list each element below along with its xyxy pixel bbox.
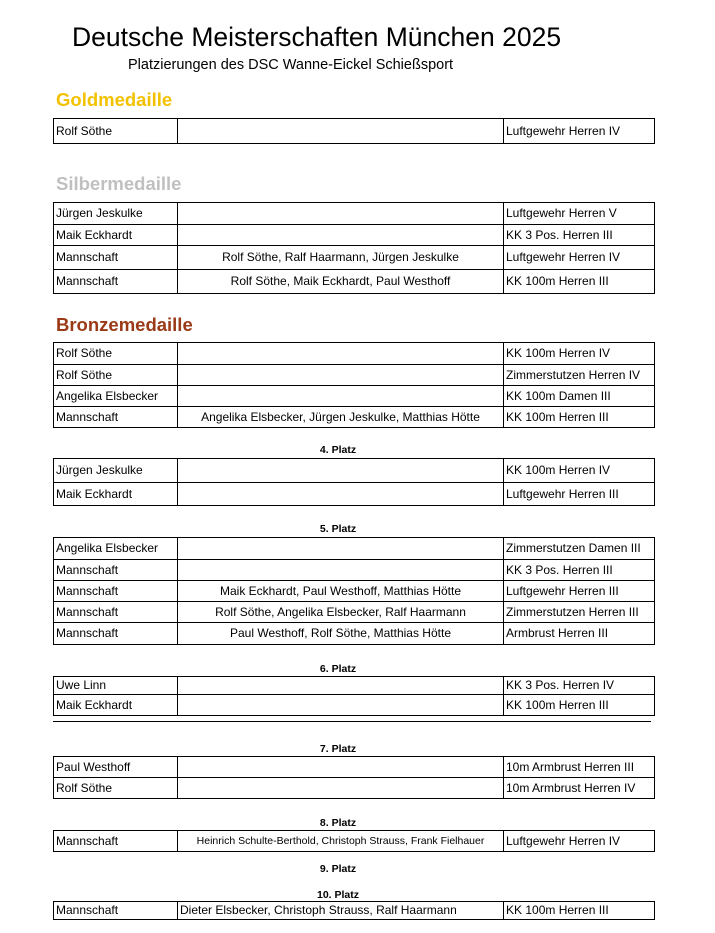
table-row — [54, 203, 655, 225]
place-4-heading: 4. Platz — [319, 444, 357, 456]
discipline: Luftgewehr Herren IV — [504, 246, 655, 270]
team-members — [178, 459, 504, 483]
place-7-heading: 7. Platz — [319, 743, 357, 755]
team-members: Heinrich Schulte-Berthold, Christoph Strauss, Frank Fielhauer — [178, 831, 504, 852]
team-members — [178, 386, 504, 407]
table-row — [54, 538, 655, 560]
table-row — [54, 581, 655, 602]
athlete-name: Jürgen Jeskulke — [54, 203, 178, 225]
place-8-table — [53, 830, 655, 852]
athlete-name: Mannschaft — [54, 246, 178, 270]
athlete-name: Maik Eckhardt — [54, 695, 178, 716]
table-row — [54, 677, 655, 695]
discipline: Zimmerstutzen Herren III — [504, 602, 655, 623]
table-row — [54, 831, 655, 852]
team-members — [178, 695, 504, 716]
gold-table — [53, 118, 655, 144]
team-members — [178, 757, 504, 778]
discipline: KK 100m Herren IV — [504, 459, 655, 483]
table-row — [54, 365, 655, 386]
team-members: Dieter Elsbecker, Christoph Strauss, Ralf Haarmann — [178, 902, 504, 920]
team-members — [178, 778, 504, 799]
discipline: KK 3 Pos. Herren III — [504, 225, 655, 246]
discipline: KK 100m Herren IV — [504, 343, 655, 365]
athlete-name: Angelika Elsbecker — [54, 538, 178, 560]
athlete-name: Mannschaft — [54, 902, 178, 920]
discipline: 10m Armbrust Herren III — [504, 757, 655, 778]
athlete-name: Maik Eckhardt — [54, 225, 178, 246]
discipline: KK 100m Herren III — [504, 270, 655, 294]
discipline: Zimmerstutzen Damen III — [504, 538, 655, 560]
athlete-name: Rolf Söthe — [54, 365, 178, 386]
team-members — [178, 538, 504, 560]
discipline: 10m Armbrust Herren IV — [504, 778, 655, 799]
bronze-heading: Bronzemedaille — [56, 314, 193, 335]
discipline: KK 100m Damen III — [504, 386, 655, 407]
team-members — [178, 203, 504, 225]
team-members — [178, 483, 504, 506]
place-8-heading: 8. Platz — [319, 817, 357, 829]
team-members — [178, 119, 504, 144]
table-row — [54, 270, 655, 294]
table-row — [54, 225, 655, 246]
team-members: Rolf Söthe, Ralf Haarmann, Jürgen Jeskulke — [178, 246, 504, 270]
table-row — [54, 902, 655, 920]
silver-heading: Silbermedaille — [56, 173, 182, 194]
table-row — [54, 407, 655, 428]
discipline: Luftgewehr Herren IV — [504, 831, 655, 852]
team-members: Angelika Elsbecker, Jürgen Jeskulke, Matthias Hötte — [178, 407, 504, 428]
discipline: KK 3 Pos. Herren IV — [504, 677, 655, 695]
athlete-name: Rolf Söthe — [54, 778, 178, 799]
discipline: Luftgewehr Herren V — [504, 203, 655, 225]
place-6-heading: 6. Platz — [319, 663, 357, 675]
silver-table — [53, 202, 655, 294]
athlete-name: Maik Eckhardt — [54, 483, 178, 506]
team-members — [178, 560, 504, 581]
table-row — [54, 119, 655, 144]
table-row — [54, 246, 655, 270]
athlete-name: Mannschaft — [54, 560, 178, 581]
team-members — [178, 365, 504, 386]
athlete-name: Paul Westhoff — [54, 757, 178, 778]
page-title: Deutsche Meisterschaften München 2025 — [72, 22, 562, 52]
table-row — [54, 560, 655, 581]
team-members — [178, 343, 504, 365]
discipline: KK 100m Herren III — [504, 902, 655, 920]
section-divider — [53, 721, 651, 722]
athlete-name: Rolf Söthe — [54, 119, 178, 144]
team-members — [178, 677, 504, 695]
gold-heading: Goldmedaille — [56, 89, 173, 110]
athlete-name: Mannschaft — [54, 407, 178, 428]
table-row — [54, 757, 655, 778]
team-members: Rolf Söthe, Maik Eckhardt, Paul Westhoff — [178, 270, 504, 294]
discipline: KK 3 Pos. Herren III — [504, 560, 655, 581]
discipline: KK 100m Herren III — [504, 407, 655, 428]
table-row — [54, 483, 655, 506]
athlete-name: Mannschaft — [54, 623, 178, 645]
table-row — [54, 343, 655, 365]
athlete-name: Uwe Linn — [54, 677, 178, 695]
team-members: Maik Eckhardt, Paul Westhoff, Matthias Hötte — [178, 581, 504, 602]
athlete-name: Jürgen Jeskulke — [54, 459, 178, 483]
athlete-name: Mannschaft — [54, 831, 178, 852]
place-10-heading: 10. Platz — [316, 889, 360, 901]
place-5-table — [53, 537, 655, 645]
discipline: Armbrust Herren III — [504, 623, 655, 645]
table-row — [54, 386, 655, 407]
discipline: Zimmerstutzen Herren IV — [504, 365, 655, 386]
place-7-table — [53, 756, 655, 799]
place-5-heading: 5. Platz — [319, 523, 357, 535]
place-4-table — [53, 458, 655, 506]
team-members: Paul Westhoff, Rolf Söthe, Matthias Hötte — [178, 623, 504, 645]
athlete-name: Mannschaft — [54, 581, 178, 602]
athlete-name: Angelika Elsbecker — [54, 386, 178, 407]
page-subtitle: Platzierungen des DSC Wanne-Eickel Schießsport — [128, 57, 454, 73]
athlete-name: Mannschaft — [54, 602, 178, 623]
discipline: KK 100m Herren III — [504, 695, 655, 716]
place-6-table — [53, 676, 655, 716]
team-members — [178, 225, 504, 246]
place-10-table — [53, 901, 655, 920]
place-9-heading: 9. Platz — [319, 863, 357, 875]
athlete-name: Rolf Söthe — [54, 343, 178, 365]
table-row — [54, 602, 655, 623]
table-row — [54, 778, 655, 799]
discipline: Luftgewehr Herren IV — [504, 119, 655, 144]
table-row — [54, 459, 655, 483]
discipline: Luftgewehr Herren III — [504, 581, 655, 602]
athlete-name: Mannschaft — [54, 270, 178, 294]
discipline: Luftgewehr Herren III — [504, 483, 655, 506]
bronze-table — [53, 342, 655, 428]
table-row — [54, 695, 655, 716]
team-members: Rolf Söthe, Angelika Elsbecker, Ralf Haarmann — [178, 602, 504, 623]
table-row — [54, 623, 655, 645]
